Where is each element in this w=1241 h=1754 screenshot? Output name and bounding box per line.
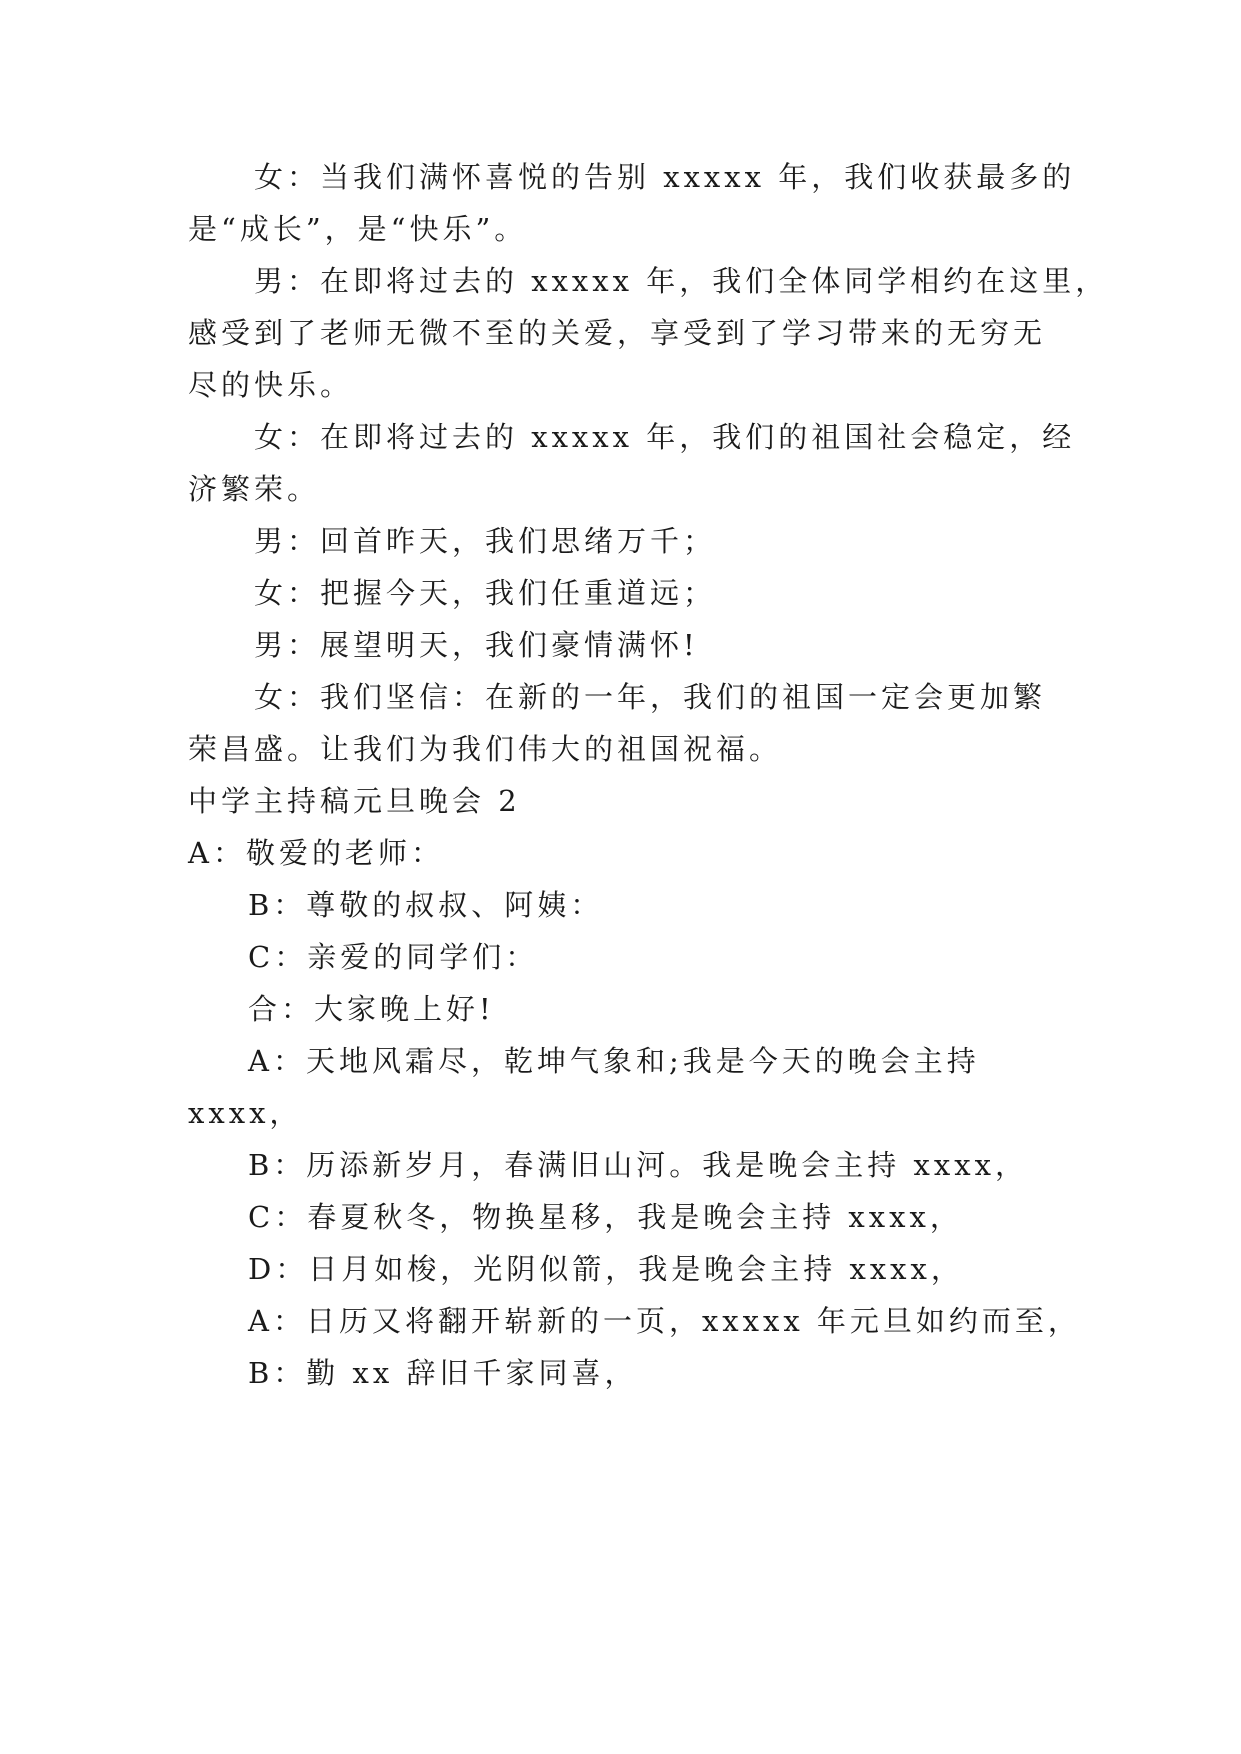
paragraph-line: 是“成长”，是“快乐”。 [188, 212, 528, 246]
paragraph-line: C：春夏秋冬，物换星移，我是晚会主持 xxxx， [248, 1200, 963, 1234]
paragraph-line: A：日历又将翻开崭新的一页，xxxxx 年元旦如约而至， [248, 1304, 1081, 1338]
paragraph-line: 合：大家晚上好! [248, 992, 495, 1026]
paragraph-line: B：尊敬的叔叔、阿姨： [248, 888, 604, 922]
paragraph-line: D：日月如梭，光阴似箭，我是晚会主持 xxxx， [248, 1252, 964, 1286]
paragraph-line: B：勤 xx 辞旧千家同喜， [248, 1356, 638, 1390]
paragraph-line: A：天地风霜尽，乾坤气象和;我是今天的晚会主持 [248, 1044, 980, 1078]
paragraph-line: 济繁荣。 [188, 472, 321, 506]
paragraph-line: 尽的快乐。 [188, 368, 354, 402]
paragraph-line: 感受到了老师无微不至的关爱，享受到了学习带来的无穷无 [188, 316, 1047, 350]
paragraph-line: 女：当我们满怀喜悦的告别 xxxxx 年，我们收获最多的 [254, 160, 1076, 194]
paragraph-line: 女：在即将过去的 xxxxx 年，我们的祖国社会稳定，经 [254, 420, 1076, 454]
paragraph-line: A：敬爱的老师： [188, 836, 444, 870]
paragraph-line: 男：回首昨天，我们思绪万千； [254, 524, 717, 558]
paragraph-line: 女：把握今天，我们任重道远； [254, 576, 717, 610]
paragraph-line: C：亲爱的同学们： [248, 940, 539, 974]
paragraph-line: xxxx， [188, 1096, 303, 1130]
paragraph-line: B：历添新岁月，春满旧山河。我是晚会主持 xxxx， [248, 1148, 1028, 1182]
paragraph-line: 男：展望明天，我们豪情满怀! [254, 628, 699, 662]
paragraph-line: 女：我们坚信：在新的一年，我们的祖国一定会更加繁 [254, 680, 1047, 714]
section-heading: 中学主持稿元旦晚会 2 [188, 784, 521, 818]
paragraph-line: 男：在即将过去的 xxxxx 年，我们全体同学相约在这里， [254, 264, 1109, 298]
paragraph-line: 荣昌盛。让我们为我们伟大的祖国祝福。 [188, 732, 783, 766]
